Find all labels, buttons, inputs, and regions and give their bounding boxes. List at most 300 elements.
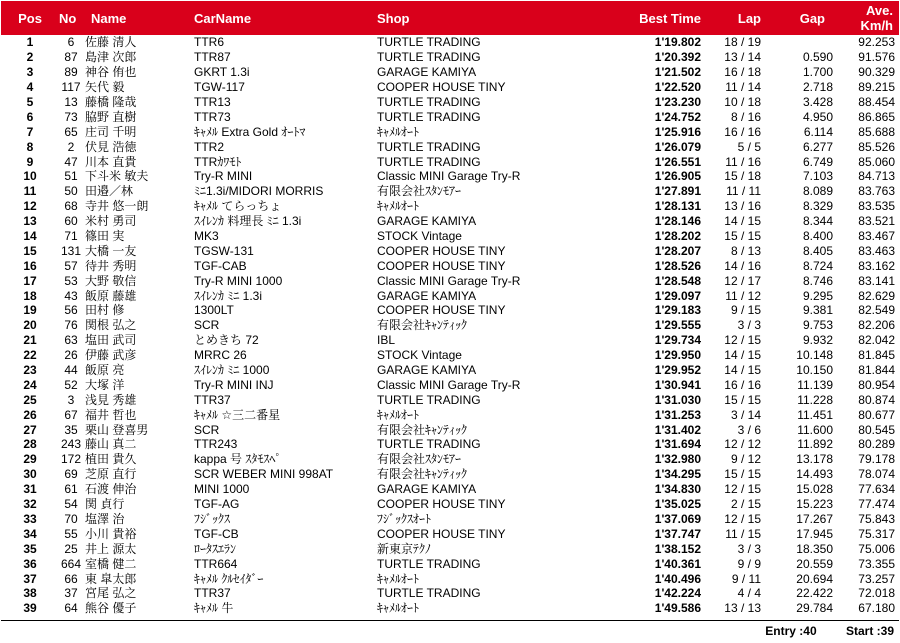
table-row: [1, 407, 899, 422]
header-ave: [837, 1, 899, 35]
table-row: [1, 258, 899, 273]
driver-name-cell: 神谷 侑也: [85, 65, 137, 80]
average-speed-cell: 83.162: [858, 258, 895, 273]
driver-name-cell: 矢代 毅: [85, 80, 125, 95]
pos-cell: 7: [26, 124, 34, 139]
driver-name-cell: 下斗米 敏夫: [85, 169, 149, 184]
best-time-cell: 1'28.207: [654, 243, 701, 258]
pos-cell: 32: [23, 497, 37, 512]
header-shop: Shop: [377, 1, 624, 35]
header-ave-line1: Ave.: [866, 3, 893, 18]
driver-name-cell: 篠田 実: [85, 229, 125, 244]
car-name-cell: TGSW-131: [194, 243, 254, 258]
lap-cell: 13 / 14: [724, 50, 761, 65]
pos-cell: 3: [26, 65, 34, 80]
table-row: [1, 35, 899, 50]
gap-cell: 11.600: [797, 422, 833, 437]
number-cell: 117: [61, 80, 81, 95]
number-cell: 56: [64, 303, 78, 318]
table-row: [1, 392, 899, 407]
gap-cell: 10.150: [796, 363, 833, 378]
pos-cell: 31: [23, 482, 37, 497]
number-cell: 61: [64, 482, 78, 497]
car-name-cell: ｷｬﾒﾙ ☆三二番星: [194, 407, 281, 422]
start-count: Start :39: [845, 624, 894, 638]
average-speed-cell: 72.018: [858, 586, 895, 601]
header-row: [1, 1, 899, 35]
number-cell: 50: [64, 184, 78, 199]
number-cell: 172: [60, 452, 82, 467]
shop-cell: STOCK Vintage: [377, 348, 462, 363]
lap-cell: 11 / 11: [726, 184, 761, 199]
lap-cell: 9 / 11: [731, 571, 761, 586]
number-cell: 131: [60, 243, 82, 258]
number-cell: 69: [64, 467, 78, 482]
header-best-time: Best Time: [624, 1, 703, 35]
gap-cell: 22.422: [796, 586, 833, 601]
driver-name-cell: 石渡 伸治: [85, 482, 137, 497]
lap-cell: 13 / 16: [724, 199, 761, 214]
car-name-cell: SCR: [194, 318, 220, 333]
pos-cell: 10: [23, 169, 37, 184]
shop-cell: ﾌｼﾞｯｸｽｵｰﾄ: [377, 511, 432, 526]
gap-cell: 17.945: [796, 526, 833, 541]
shop-cell: 有限会社ｷｬﾝﾃｨｯｸ: [377, 422, 468, 437]
gap-cell: 15.223: [796, 497, 833, 512]
driver-name-cell: 栗山 登喜男: [85, 422, 149, 437]
driver-name-cell: 小川 貴裕: [85, 526, 137, 541]
shop-cell: TURTLE TRADING: [377, 392, 481, 407]
driver-name-cell: 飯原 藤雄: [85, 288, 137, 303]
best-time-cell: 1'29.097: [654, 288, 701, 303]
average-speed-cell: 81.845: [858, 348, 895, 363]
car-name-cell: ｷｬﾒﾙ 牛: [194, 601, 234, 616]
pos-cell: 24: [23, 377, 37, 392]
best-time-cell: 1'20.392: [654, 50, 701, 65]
best-time-cell: 1'31.694: [654, 437, 701, 452]
table-row: [1, 214, 899, 229]
car-name-cell: TGW-117: [194, 80, 245, 95]
best-time-cell: 1'27.891: [654, 184, 701, 199]
average-speed-cell: 81.844: [858, 363, 895, 378]
number-cell: 57: [64, 258, 78, 273]
number-cell: 35: [64, 422, 78, 437]
shop-cell: TURTLE TRADING: [377, 95, 481, 109]
car-name-cell: MK3: [194, 229, 219, 244]
lap-cell: 14 / 15: [724, 214, 761, 229]
car-name-cell: MRRC 26: [194, 348, 247, 363]
best-time-cell: 1'29.734: [654, 333, 701, 348]
car-name-cell: TTR243: [194, 437, 238, 452]
number-cell: 89: [64, 65, 78, 80]
car-name-cell: SCR: [194, 422, 220, 437]
table-row: [1, 154, 899, 169]
table-row: [1, 601, 899, 616]
number-cell: 37: [64, 586, 78, 601]
header-gap: Gap: [773, 1, 837, 35]
number-cell: 44: [64, 363, 78, 378]
table-row: [1, 139, 899, 154]
lap-cell: 2 / 15: [730, 497, 761, 512]
average-speed-cell: 85.526: [858, 139, 895, 154]
number-cell: 2: [67, 139, 75, 154]
gap-cell: 4.950: [802, 109, 833, 124]
pos-cell: 34: [23, 526, 37, 541]
average-speed-cell: 80.289: [858, 437, 895, 452]
gap-cell: 9.295: [802, 288, 833, 303]
table-row: [1, 303, 899, 318]
average-speed-cell: 84.713: [858, 169, 895, 184]
average-speed-cell: 83.463: [858, 243, 895, 258]
average-speed-cell: 83.521: [858, 214, 895, 229]
pos-cell: 22: [23, 348, 37, 363]
driver-name-cell: 寺井 悠一朗: [85, 199, 149, 214]
shop-cell: TURTLE TRADING: [377, 154, 481, 169]
header-name: Name: [83, 1, 194, 35]
gap-cell: 6.114: [803, 124, 833, 139]
shop-cell: 有限会社ｽﾀﾝﾓｱｰ: [377, 452, 462, 467]
pos-cell: 14: [23, 229, 37, 244]
table-row: [1, 80, 899, 95]
shop-cell: GARAGE KAMIYA: [377, 214, 477, 229]
best-time-cell: 1'25.916: [654, 124, 701, 139]
gap-cell: 11.139: [797, 377, 833, 392]
average-speed-cell: 77.634: [858, 482, 895, 497]
shop-cell: ｷｬﾒﾙｵｰﾄ: [377, 124, 420, 139]
lap-cell: 11 / 15: [725, 526, 761, 541]
table-row: [1, 50, 899, 65]
driver-name-cell: 米村 勇司: [85, 214, 137, 229]
footer-summary: [739, 624, 894, 638]
table-body: [1, 35, 899, 616]
driver-name-cell: 待井 秀明: [85, 258, 137, 273]
average-speed-cell: 90.329: [858, 65, 895, 80]
best-time-cell: 1'28.202: [654, 229, 701, 244]
car-name-cell: ﾌｼﾞｯｸｽ: [194, 511, 231, 526]
driver-name-cell: 伏見 浩徳: [85, 139, 137, 154]
table-row: [1, 65, 899, 80]
car-name-cell: Try-R MINI INJ: [194, 377, 274, 392]
table-row: [1, 497, 899, 512]
gap-cell: 8.405: [802, 243, 833, 258]
table-row: [1, 482, 899, 497]
number-cell: 73: [64, 109, 78, 124]
gap-cell: 10.148: [796, 348, 833, 363]
average-speed-cell: 78.074: [858, 467, 895, 482]
pos-cell: 35: [23, 541, 37, 556]
average-speed-cell: 83.535: [858, 199, 895, 214]
car-name-cell: ｽｲﾚﾝｶ 料理長 ﾐﾆ 1.3i: [194, 214, 302, 229]
lap-cell: 3 / 3: [737, 541, 761, 556]
average-speed-cell: 83.141: [858, 273, 895, 288]
car-name-cell: Try-R MINI: [194, 169, 253, 184]
average-speed-cell: 82.629: [858, 288, 895, 303]
driver-name-cell: 藤橋 隆哉: [85, 95, 137, 109]
best-time-cell: 1'37.069: [654, 511, 701, 526]
shop-cell: TURTLE TRADING: [377, 437, 481, 452]
lap-cell: 5 / 5: [737, 139, 761, 154]
lap-cell: 12 / 17: [724, 273, 761, 288]
pos-cell: 5: [26, 95, 34, 109]
car-name-cell: TTR6: [194, 35, 224, 50]
shop-cell: ｷｬﾒﾙｵｰﾄ: [377, 407, 420, 422]
best-time-cell: 1'38.152: [654, 541, 701, 556]
driver-name-cell: 伊藤 武彦: [85, 348, 137, 363]
number-cell: 664: [60, 556, 82, 571]
table-header: [1, 1, 899, 35]
table-row: [1, 422, 899, 437]
lap-cell: 9 / 15: [730, 303, 761, 318]
shop-cell: 有限会社ｷｬﾝﾃｨｯｸ: [377, 318, 468, 333]
shop-cell: 有限会社ｷｬﾝﾃｨｯｸ: [377, 467, 468, 482]
driver-name-cell: 熊谷 優子: [85, 601, 137, 616]
best-time-cell: 1'19.802: [654, 35, 701, 50]
average-speed-cell: 75.317: [858, 526, 895, 541]
gap-cell: [773, 35, 837, 50]
best-time-cell: 1'37.747: [654, 526, 701, 541]
pos-cell: 1: [26, 35, 34, 50]
pos-cell: 11: [23, 184, 37, 199]
pos-cell: 37: [23, 571, 37, 586]
lap-cell: 3 / 3: [737, 318, 761, 333]
gap-cell: 9.753: [802, 318, 833, 333]
best-time-cell: 1'28.526: [654, 258, 701, 273]
best-time-cell: 1'29.952: [654, 363, 701, 378]
lap-cell: 13 / 13: [724, 601, 761, 616]
lap-cell: 16 / 18: [724, 65, 761, 80]
pos-cell: 13: [23, 214, 37, 229]
number-cell: 63: [64, 333, 78, 348]
lap-cell: 12 / 12: [724, 437, 761, 452]
car-name-cell: ｷｬﾒﾙ Extra Gold ｵｰﾄﾏ: [194, 124, 306, 139]
average-speed-cell: 75.006: [858, 541, 895, 556]
lap-cell: 18 / 19: [724, 35, 761, 50]
table-row: [1, 229, 899, 244]
table-row: [1, 556, 899, 571]
gap-cell: 6.277: [802, 139, 833, 154]
average-speed-cell: 73.257: [858, 571, 895, 586]
table-row: [1, 526, 899, 541]
number-cell: 26: [64, 348, 78, 363]
gap-cell: 1.700: [802, 65, 833, 80]
car-name-cell: TGF-CB: [194, 526, 239, 541]
gap-cell: 15.028: [796, 482, 833, 497]
pos-cell: 16: [23, 258, 37, 273]
car-name-cell: GKRT 1.3i: [194, 65, 250, 80]
table-row: [1, 318, 899, 333]
gap-cell: 8.344: [802, 214, 833, 229]
pos-cell: 15: [23, 243, 37, 258]
best-time-cell: 1'49.586: [654, 601, 701, 616]
gap-cell: 17.267: [796, 511, 833, 526]
driver-name-cell: 関根 弘之: [85, 318, 137, 333]
average-speed-cell: 82.206: [858, 318, 895, 333]
pos-cell: 33: [23, 511, 37, 526]
car-name-cell: TGF-AG: [194, 497, 240, 512]
shop-cell: COOPER HOUSE TINY: [377, 497, 506, 512]
gap-cell: 11.228: [797, 392, 833, 407]
pos-cell: 39: [23, 601, 37, 616]
average-speed-cell: 91.576: [858, 50, 895, 65]
shop-cell: TURTLE TRADING: [377, 109, 481, 124]
shop-cell: TURTLE TRADING: [377, 556, 481, 571]
pos-cell: 25: [23, 392, 37, 407]
lap-cell: 16 / 16: [724, 124, 761, 139]
best-time-cell: 1'31.402: [654, 422, 701, 437]
best-time-cell: 1'23.230: [654, 95, 701, 109]
lap-cell: 11 / 14: [725, 80, 761, 95]
pos-cell: 21: [23, 333, 37, 348]
number-cell: 53: [64, 273, 78, 288]
best-time-cell: 1'29.555: [654, 318, 701, 333]
average-speed-cell: 75.843: [858, 511, 895, 526]
average-speed-cell: 77.474: [858, 497, 895, 512]
driver-name-cell: 川本 直貴: [85, 154, 137, 169]
table-row: [1, 571, 899, 586]
number-cell: 64: [64, 601, 78, 616]
average-speed-cell: 82.549: [858, 303, 895, 318]
table-row: [1, 95, 899, 110]
table-row: [1, 273, 899, 288]
driver-name-cell: 井上 源太: [85, 541, 137, 556]
best-time-cell: 1'28.548: [654, 273, 701, 288]
table-row: [1, 333, 899, 348]
number-cell: 54: [64, 497, 78, 512]
number-cell: 55: [64, 526, 78, 541]
driver-name-cell: 飯原 亮: [85, 363, 125, 378]
best-time-cell: 1'22.520: [654, 80, 701, 95]
average-speed-cell: 85.688: [858, 124, 895, 139]
driver-name-cell: 島津 次郎: [85, 50, 137, 65]
shop-cell: Classic MINI Garage Try-R: [377, 169, 521, 184]
lap-cell: 9 / 12: [730, 452, 761, 467]
best-time-cell: 1'26.551: [654, 154, 701, 169]
gap-cell: 11.892: [797, 437, 833, 452]
driver-name-cell: 藤山 真二: [85, 437, 137, 452]
table-row: [1, 512, 899, 527]
car-name-cell: 1300LT: [194, 303, 234, 318]
pos-cell: 19: [23, 303, 37, 318]
header-no: No: [59, 1, 83, 35]
table-row: [1, 124, 899, 139]
shop-cell: IBL: [377, 333, 396, 348]
best-time-cell: 1'30.941: [654, 377, 701, 392]
best-time-cell: 1'29.183: [654, 303, 701, 318]
table-row: [1, 452, 899, 467]
car-name-cell: TTR73: [194, 109, 231, 124]
shop-cell: GARAGE KAMIYA: [377, 65, 477, 80]
best-time-cell: 1'26.079: [654, 139, 701, 154]
shop-cell: 新東京ﾃｸﾉ: [377, 541, 432, 556]
shop-cell: TURTLE TRADING: [377, 139, 481, 154]
driver-name-cell: 芝原 直行: [85, 467, 137, 482]
gap-cell: 2.718: [802, 80, 833, 95]
car-name-cell: ﾛｰﾀｽｴﾗﾝ: [194, 541, 237, 556]
entry-count: Entry :40: [765, 624, 817, 638]
average-speed-cell: 73.355: [858, 556, 895, 571]
table-row: [1, 437, 899, 452]
table-row: [1, 467, 899, 482]
pos-cell: 38: [23, 586, 37, 601]
number-cell: 87: [64, 50, 78, 65]
header-carname: CarName: [194, 1, 377, 35]
best-time-cell: 1'21.502: [654, 65, 701, 80]
best-time-cell: 1'35.025: [654, 497, 701, 512]
car-name-cell: TGF-CAB: [194, 258, 247, 273]
number-cell: 51: [64, 169, 78, 184]
table-row: [1, 184, 899, 199]
table-row: [1, 586, 899, 601]
table-row: [1, 288, 899, 303]
gap-cell: 20.559: [796, 556, 833, 571]
shop-cell: 有限会社ｽﾀﾝﾓｱｰ: [377, 184, 462, 199]
pos-cell: 36: [23, 556, 37, 571]
car-name-cell: SCR WEBER MINI 998AT: [194, 467, 334, 482]
number-cell: 66: [64, 571, 78, 586]
shop-cell: COOPER HOUSE TINY: [377, 526, 506, 541]
car-name-cell: ｷｬﾒﾙ ｸﾙｾｲﾀﾞｰ: [194, 571, 264, 586]
average-speed-cell: 88.454: [858, 95, 895, 109]
gap-cell: 0.590: [802, 50, 833, 65]
pos-cell: 6: [26, 109, 34, 124]
number-cell: 71: [64, 229, 78, 244]
average-speed-cell: 85.060: [858, 154, 895, 169]
average-speed-cell: 83.763: [858, 184, 895, 199]
driver-name-cell: 浅見 秀雄: [85, 392, 137, 407]
gap-cell: 6.749: [802, 154, 833, 169]
table-row: [1, 109, 899, 124]
shop-cell: ｷｬﾒﾙｵｰﾄ: [377, 601, 420, 616]
lap-cell: 3 / 6: [737, 422, 761, 437]
best-time-cell: 1'31.253: [654, 407, 701, 422]
number-cell: 70: [64, 511, 78, 526]
lap-cell: 15 / 15: [724, 467, 761, 482]
pos-cell: 26: [23, 407, 37, 422]
gap-cell: 14.493: [796, 467, 833, 482]
number-cell: 67: [64, 407, 78, 422]
shop-cell: ｷｬﾒﾙｵｰﾄ: [377, 199, 420, 214]
gap-cell: 9.381: [802, 303, 833, 318]
pos-cell: 29: [23, 452, 37, 467]
number-cell: 13: [64, 95, 78, 109]
gap-cell: 9.932: [802, 333, 833, 348]
gap-cell: 8.746: [802, 273, 833, 288]
car-name-cell: ｽｲﾚﾝｶ ﾐﾆ 1000: [194, 363, 270, 378]
average-speed-cell: 86.865: [858, 109, 895, 124]
pos-cell: 20: [23, 318, 37, 333]
pos-cell: 4: [26, 80, 34, 95]
shop-cell: STOCK Vintage: [377, 229, 462, 244]
best-time-cell: 1'24.752: [654, 109, 701, 124]
pos-cell: 18: [23, 288, 37, 303]
gap-cell: 3.428: [802, 95, 833, 109]
driver-name-cell: 大野 敬信: [85, 273, 137, 288]
average-speed-cell: 80.677: [858, 407, 895, 422]
lap-cell: 9 / 9: [737, 556, 761, 571]
lap-cell: 15 / 15: [724, 229, 761, 244]
number-cell: 68: [64, 199, 78, 214]
car-name-cell: Try-R MINI 1000: [194, 273, 283, 288]
number-cell: 3: [67, 392, 75, 407]
gap-cell: 7.103: [802, 169, 833, 184]
driver-name-cell: 庄司 千明: [85, 124, 137, 139]
car-name-cell: TTR37: [194, 586, 231, 601]
car-name-cell: TTRｶﾜﾓﾄ: [194, 154, 242, 169]
lap-cell: 12 / 15: [724, 511, 761, 526]
lap-cell: 15 / 18: [724, 169, 761, 184]
number-cell: 65: [64, 124, 78, 139]
table-row: [1, 169, 899, 184]
